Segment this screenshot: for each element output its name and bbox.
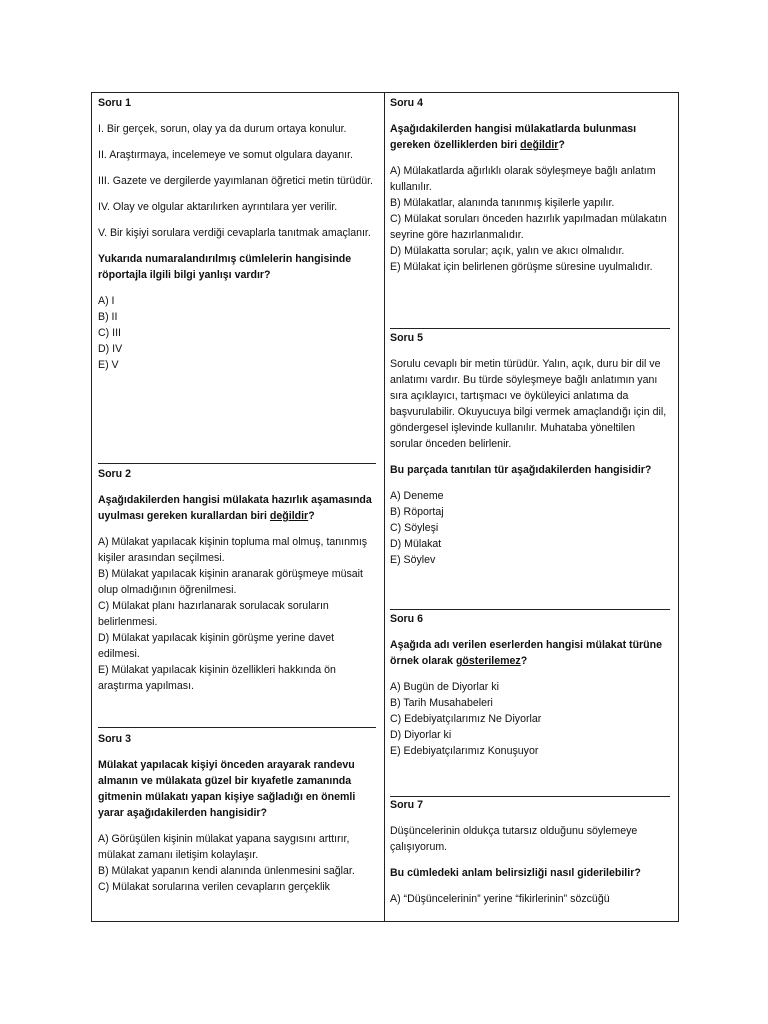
statement: IV. Olay ve olgular aktarılırken ayrıntılara yer verilir. — [98, 201, 338, 213]
question-title: Soru 3 — [98, 733, 131, 745]
underlined-keyword: gösterilemez — [455, 655, 521, 667]
passage: Düşüncelerinin oldukça tutarsız olduğunu söylemeye çalışıyorum. — [390, 825, 638, 853]
question-sheet — [91, 92, 679, 922]
question-title: Soru 1 — [98, 97, 131, 109]
divider — [98, 463, 376, 464]
question-stem: Aşağıdakilerden hangisi mülakata hazırlık aşamasında uyulması gereken kurallardan biri değildir? — [98, 494, 372, 522]
question-title: Soru 6 — [390, 613, 423, 625]
option: A) Görüşülen kişinin mülakat yapana saygısını arttırır, mülakat zamanı iletişim kolaylaşır. — [98, 833, 350, 861]
question-title: Soru 4 — [390, 97, 423, 109]
question-title: Soru 7 — [390, 799, 423, 811]
option: A) Bugün de Diyorlar ki — [390, 681, 499, 693]
option: B) Mülakatlar, alanında tanınmış kişilerle yapılır. — [390, 197, 615, 209]
question-title: Soru 5 — [390, 332, 423, 344]
option: C) Mülakat sorularına verilen cevapların gerçeklik — [98, 881, 330, 893]
question-1 — [98, 95, 376, 373]
question-stem: Bu cümledeki anlam belirsizliği nasıl giderilebilir? — [390, 867, 641, 879]
left-column — [92, 93, 385, 921]
question-stem: Aşağıdakilerden hangisi mülakatlarda bulunması gereken özelliklerden biri değildir? — [390, 123, 637, 151]
option: A) Deneme — [390, 490, 444, 502]
option: C) Edebiyatçılarımız Ne Diyorlar — [390, 713, 542, 725]
option: D) Diyorlar ki — [390, 729, 452, 741]
question-stem: Bu parçada tanıtılan tür aşağıdakilerden hangisidir? — [390, 464, 652, 476]
question-4 — [390, 95, 670, 275]
statement: V. Bir kişiyi sorulara verdiği cevaplarla tanıtmak amaçlanır. — [98, 227, 371, 239]
option: A) “Düşüncelerinin” yerine “fikirlerinin” sözcüğü — [390, 893, 610, 905]
option: C) Mülakat planı hazırlanarak sorulacak soruların belirlenmesi. — [98, 600, 329, 628]
question-2 — [98, 466, 376, 694]
option: B) II — [98, 311, 118, 323]
option: D) Mülakat yapılacak kişinin görüşme yerine davet edilmesi. — [98, 632, 335, 660]
statement: II. Araştırmaya, incelemeye ve somut olgulara dayanır. — [98, 149, 353, 161]
option: A) I — [98, 295, 115, 307]
option: C) Mülakat soruları önceden hazırlık yapılmadan mülakatın seyrine göre hazırlanmalıdır. — [390, 213, 667, 241]
option: A) Mülakatlarda ağırlıklı olarak söyleşmeye bağlı anlatım kullanılır. — [390, 165, 656, 193]
option: C) III — [98, 327, 121, 339]
question-5 — [390, 330, 670, 568]
option: E) V — [98, 359, 119, 371]
option: E) Mülakat yapılacak kişinin özellikleri hakkında ön araştırma yapılması. — [98, 664, 336, 692]
question-7 — [390, 797, 670, 907]
option: E) Edebiyatçılarımız Konuşuyor — [390, 745, 539, 757]
option: E) Mülakat için belirlenen görüşme süresine uyulmalıdır. — [390, 261, 653, 273]
question-stem: Mülakat yapılacak kişiyi önceden arayarak randevu almanın ve mülakata güzel bir kıyafetle zamanında gitmenin mülakatı yapan kişiye sağladığı en önemli yarar aşağıdakilerden hangisidir? — [98, 759, 356, 819]
option: B) Mülakat yapanın kendi alanında ünlenmesini sağlar. — [98, 865, 355, 877]
divider — [390, 328, 670, 329]
option: B) Tarih Musahabeleri — [390, 697, 493, 709]
statement: I. Bir gerçek, sorun, olay ya da durum ortaya konulur. — [98, 123, 347, 135]
option: B) Mülakat yapılacak kişinin aranarak görüşmeye müsait olup olmadığının öğrenilmesi. — [98, 568, 363, 596]
question-title: Soru 2 — [98, 468, 131, 480]
option: C) Söyleşi — [390, 522, 439, 534]
question-3 — [98, 731, 376, 895]
divider — [98, 727, 376, 728]
statement: III. Gazete ve dergilerde yayımlanan öğretici metin türüdür. — [98, 175, 373, 187]
option: D) Mülakatta sorular; açık, yalın ve akıcı olmalıdır. — [390, 245, 625, 257]
option: B) Röportaj — [390, 506, 444, 518]
question-stem: Aşağıda adı verilen eserlerden hangisi mülakat türüne örnek olarak gösterilemez? — [390, 639, 662, 667]
divider — [390, 609, 670, 610]
option: D) Mülakat — [390, 538, 442, 550]
option: E) Söylev — [390, 554, 436, 566]
underlined-keyword: değildir — [269, 510, 309, 522]
option: D) IV — [98, 343, 123, 355]
underlined-keyword: değildir — [520, 139, 559, 151]
option: A) Mülakat yapılacak kişinin topluma mal olmuş, tanınmış kişiler arasından seçilmesi. — [98, 536, 368, 564]
passage: Sorulu cevaplı bir metin türüdür. Yalın, açık, duru bir dil ve anlatımı vardır. Bu türde söyleşmeye bağlı anlatımın yanı sıra açıklayıcı, tartışmacı ve öyküleyici anlatıma da başvurulabilir. Okuyucuya bilgi vermek amaçlandığı için dil, göndergesel işlevinde kullanılır. Muhataba yöneltilen sorular önceden belirlenir. — [390, 358, 667, 450]
question-stem: Yukarıda numaralandırılmış cümlelerin hangisinde röportajla ilgili bilgi yanlışı vardır? — [98, 253, 352, 281]
right-column — [384, 93, 678, 921]
question-6 — [390, 611, 670, 759]
